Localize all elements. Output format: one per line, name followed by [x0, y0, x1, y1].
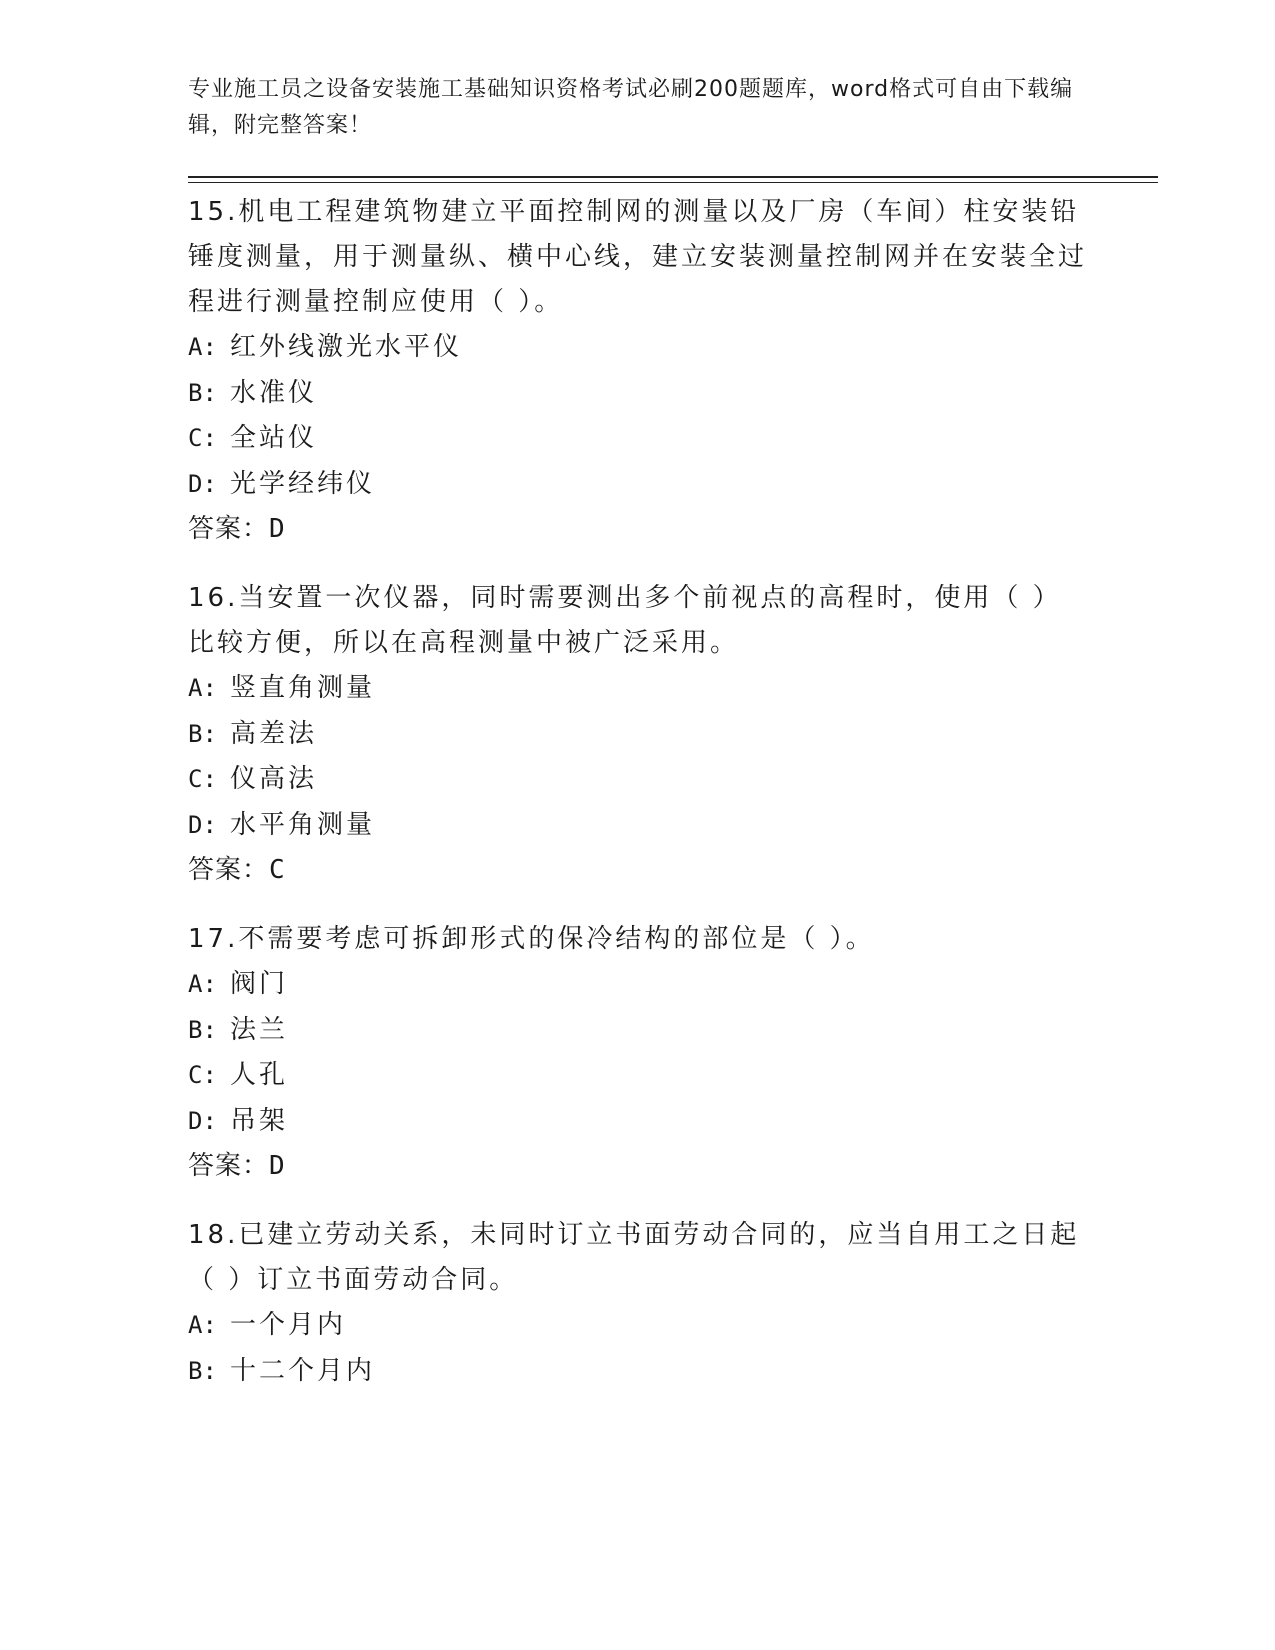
option-a: [188, 1303, 1088, 1349]
option-letter: A:: [188, 1311, 217, 1339]
option-letter: B:: [188, 1015, 217, 1044]
option-list: [188, 666, 1088, 848]
answer-value: C: [269, 855, 286, 885]
option-letter: A:: [188, 333, 217, 361]
answer-label: 答案：: [188, 514, 270, 544]
option-letter: B:: [188, 378, 217, 407]
answer-label: 答案：: [188, 855, 270, 885]
option-text: 一个月内: [230, 1310, 347, 1340]
option-letter: D:: [188, 810, 217, 839]
answer-value: D: [269, 514, 286, 544]
option-letter: A:: [188, 674, 217, 702]
answer-label: 答案：: [188, 1151, 270, 1181]
question-16: [188, 576, 1088, 893]
question-15: [188, 190, 1088, 552]
question-stem: 17.不需要考虑可拆卸形式的保冷结构的部位是（ ）。: [188, 924, 875, 954]
option-c: [188, 757, 1088, 803]
option-letter: C:: [188, 1061, 217, 1089]
option-letter: D:: [188, 469, 217, 498]
answer-line: [188, 507, 1088, 552]
option-letter: C:: [188, 765, 217, 793]
option-d: [188, 462, 1088, 508]
option-text: 光学经纬仪: [230, 468, 376, 499]
option-b: [188, 1349, 1088, 1395]
option-text: 人孔: [230, 1060, 289, 1090]
question-list: [188, 190, 1088, 1418]
option-c: [188, 416, 1088, 462]
option-d: [188, 803, 1088, 849]
question-stem: 15.机电工程建筑物建立平面控制网的测量以及厂房（车间）柱安装铅锤度测量，用于测量纵、横中心线，建立安装测量控制网并在安装全过程进行测量控制应使用（ ）。: [188, 197, 1088, 317]
question-stem: 16.当安置一次仪器，同时需要测出多个前视点的高程时，使用（ ）比较方便，所以在高程测量中被广泛采用。: [188, 583, 1062, 658]
document-header: 专业施工员之设备安装施工基础知识资格考试必刷200题题库，word格式可自由下载编辑，附完整答案！: [188, 77, 1074, 138]
option-text: 阀门: [230, 969, 289, 999]
option-text: 法兰: [230, 1014, 289, 1045]
option-list: [188, 1303, 1088, 1394]
header-divider: [188, 176, 1158, 178]
option-c: [188, 1053, 1088, 1099]
answer-line: [188, 1144, 1088, 1189]
answer-value: D: [269, 1151, 286, 1181]
answer-line: [188, 848, 1088, 893]
option-b: [188, 371, 1088, 417]
option-text: 十二个月内: [230, 1355, 376, 1386]
option-letter: B:: [188, 1356, 217, 1385]
header-divider-thin: [188, 182, 1158, 183]
option-letter: C:: [188, 424, 217, 452]
option-list: [188, 325, 1088, 507]
option-text: 全站仪: [230, 423, 318, 453]
option-text: 仪高法: [230, 764, 318, 794]
question-stem: 18.已建立劳动关系，未同时订立书面劳动合同的，应当自用工之日起（ ）订立书面劳动合同。: [188, 1220, 1080, 1295]
option-text: 竖直角测量: [230, 673, 376, 703]
option-text: 水平角测量: [230, 809, 376, 840]
option-text: 高差法: [230, 718, 318, 749]
option-b: [188, 1008, 1088, 1054]
option-b: [188, 712, 1088, 758]
question-18: [188, 1213, 1088, 1394]
option-a: [188, 962, 1088, 1008]
option-list: [188, 962, 1088, 1144]
option-d: [188, 1099, 1088, 1145]
question-17: [188, 917, 1088, 1189]
option-letter: A:: [188, 970, 217, 998]
option-letter: B:: [188, 719, 217, 748]
option-text: 吊架: [230, 1105, 289, 1136]
option-a: [188, 325, 1088, 371]
option-letter: D:: [188, 1106, 217, 1135]
option-a: [188, 666, 1088, 712]
option-text: 水准仪: [230, 377, 318, 408]
option-text: 红外线激光水平仪: [230, 332, 463, 362]
